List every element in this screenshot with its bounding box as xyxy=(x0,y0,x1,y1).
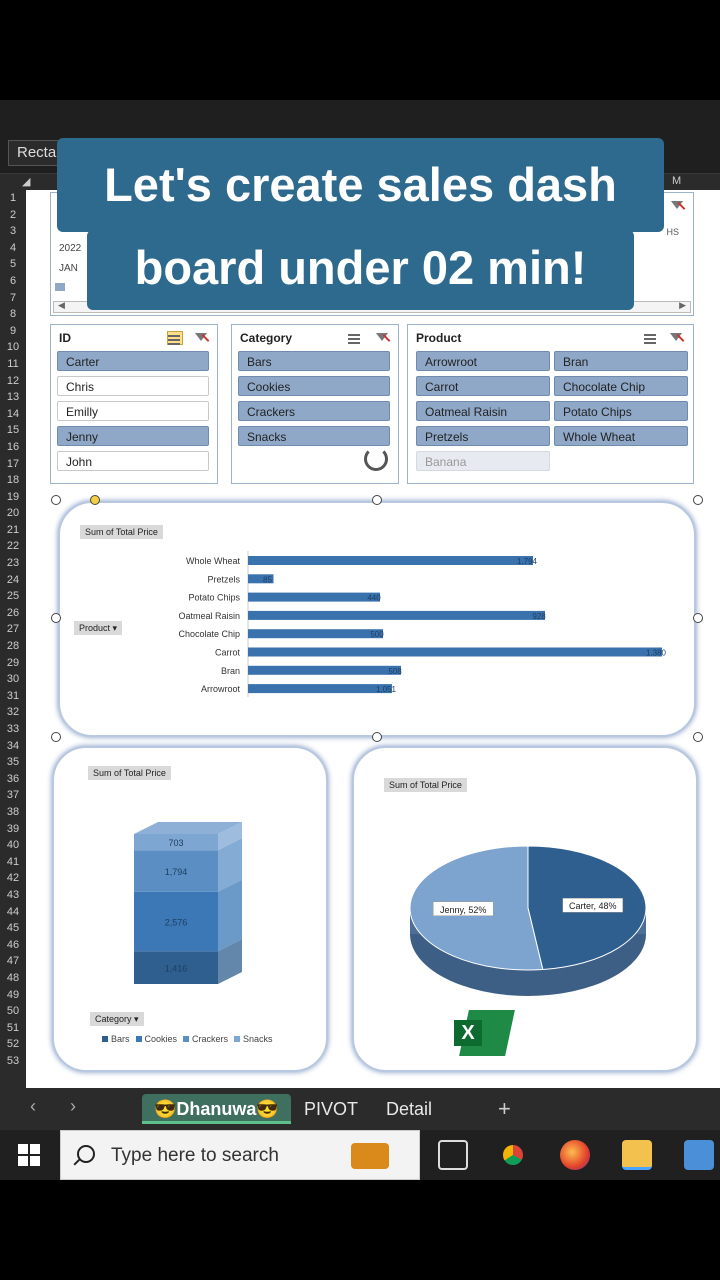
slicer-item-snacks[interactable]: Snacks xyxy=(238,426,390,446)
row-number[interactable]: 52 xyxy=(6,1038,20,1051)
product-slicer-title: Product xyxy=(416,331,462,345)
column-m-label[interactable]: M xyxy=(672,175,682,187)
scroll-left-icon[interactable]: ◀ xyxy=(58,300,65,310)
bar-data-label: 508 xyxy=(388,666,402,676)
resize-handle[interactable] xyxy=(51,732,61,742)
bar-category-label: Oatmeal Raisin xyxy=(178,610,240,621)
windows-start-icon[interactable] xyxy=(18,1144,40,1166)
bar-mark[interactable] xyxy=(248,629,383,638)
row-number[interactable]: 46 xyxy=(6,938,20,951)
row-number[interactable]: 10 xyxy=(6,341,20,354)
top-bar xyxy=(0,0,720,100)
slicer-item-bran[interactable]: Bran xyxy=(554,351,688,371)
slicer-item-potato-chips[interactable]: Potato Chips xyxy=(554,401,688,421)
row-number[interactable]: 13 xyxy=(6,391,20,404)
bar-mark[interactable] xyxy=(248,684,392,693)
bar-data-label: 1,051 xyxy=(375,685,397,695)
resize-handle[interactable] xyxy=(51,613,61,623)
bar-category-label: Bran xyxy=(220,665,240,676)
row-number[interactable]: 7 xyxy=(9,291,17,304)
pie-label-group xyxy=(433,902,493,916)
resize-handle[interactable] xyxy=(372,732,382,742)
stack-data-label: 1,416 xyxy=(164,963,188,974)
row-number[interactable]: 40 xyxy=(6,839,20,852)
category-slicer-title: Category xyxy=(240,331,293,345)
bar-mark[interactable] xyxy=(248,648,662,657)
bar-mark[interactable] xyxy=(248,611,545,620)
bar-category-label: Potato Chips xyxy=(188,592,240,603)
tab-detail[interactable]: Detail xyxy=(386,1099,433,1119)
timeline-level[interactable]: HS xyxy=(666,227,679,237)
stack-segment-side xyxy=(218,880,242,952)
timeline-month: JAN xyxy=(59,263,78,274)
row-number[interactable]: 50 xyxy=(6,1005,20,1018)
multi-select-icon[interactable] xyxy=(348,331,364,345)
bar-chart-plot xyxy=(80,547,680,717)
resize-handle[interactable] xyxy=(693,613,703,623)
clear-filter-icon[interactable] xyxy=(195,331,209,345)
adjust-handle[interactable] xyxy=(90,495,100,505)
row-number[interactable]: 1 xyxy=(9,192,17,204)
bar-category-label: Arrowroot xyxy=(200,684,240,695)
slicer-item-carrot[interactable]: Carrot xyxy=(416,376,550,396)
tab-prev-icon[interactable]: ‹ xyxy=(30,1096,36,1116)
slicer-item-pretzels[interactable]: Pretzels xyxy=(416,426,550,446)
row-number[interactable]: 14 xyxy=(6,407,20,420)
select-all-icon[interactable]: ◢ xyxy=(22,176,31,188)
value-field-button[interactable]: Sum of Total Price xyxy=(384,778,467,792)
row-number[interactable]: 39 xyxy=(6,822,20,835)
sheet-canvas xyxy=(26,190,720,1090)
tab-pivot[interactable]: PIVOT xyxy=(304,1099,359,1119)
timeline-year: 2022 xyxy=(59,243,82,254)
row-number[interactable]: 33 xyxy=(6,723,20,735)
bar-data-label: 500 xyxy=(370,630,384,640)
axis-field-button[interactable]: Product ▾ xyxy=(74,621,122,635)
row-number[interactable]: 16 xyxy=(6,440,20,453)
scroll-right-icon[interactable]: ▶ xyxy=(679,300,686,310)
row-number[interactable]: 51 xyxy=(6,1021,20,1034)
row-number[interactable]: 21 xyxy=(6,523,20,536)
slicer-item-bars[interactable]: Bars xyxy=(238,351,390,371)
id-pie-chart[interactable] xyxy=(352,746,698,1072)
legend-swatch xyxy=(102,1036,108,1042)
row-number[interactable]: 45 xyxy=(6,922,20,935)
tab-next-icon[interactable]: › xyxy=(70,1096,76,1116)
row-number[interactable]: 32 xyxy=(6,706,20,719)
row-number[interactable]: 38 xyxy=(6,805,20,818)
resize-handle[interactable] xyxy=(51,495,61,505)
row-number[interactable]: 30 xyxy=(6,673,20,686)
tab-dashboard[interactable]: 😎Dhanuwa😎 xyxy=(142,1094,291,1124)
slicer-item-emilly[interactable]: Emilly xyxy=(57,401,209,421)
bar-data-label: 440 xyxy=(367,593,381,603)
row-number[interactable]: 26 xyxy=(6,606,20,619)
value-field-button[interactable]: Sum of Total Price xyxy=(80,525,163,539)
bar-data-label: 1,380 xyxy=(645,648,667,658)
row-number[interactable]: 44 xyxy=(6,905,20,918)
pie-data-label: Carter, 48% xyxy=(569,901,617,912)
row-number[interactable]: 35 xyxy=(6,756,20,769)
row-number[interactable]: 5 xyxy=(9,258,17,271)
excel-logo-icon: X xyxy=(454,1010,524,1058)
resize-handle[interactable] xyxy=(693,732,703,742)
add-sheet-icon[interactable]: + xyxy=(498,1096,511,1121)
row-number[interactable]: 31 xyxy=(6,689,20,702)
caption-line-1: Let's create sales dash xyxy=(57,138,664,232)
rotate-handle-icon[interactable] xyxy=(364,447,388,471)
value-field-button[interactable]: Sum of Total Price xyxy=(88,766,171,780)
legend-label: Cookies xyxy=(144,1034,178,1044)
name-box[interactable]: Recta xyxy=(8,140,136,166)
row-number[interactable]: 3 xyxy=(9,225,17,238)
axis-field-label: Category xyxy=(95,1014,132,1024)
id-slicer-title: ID xyxy=(59,331,71,345)
slicer-item-crackers[interactable]: Crackers xyxy=(238,401,390,421)
multi-select-icon[interactable] xyxy=(644,331,660,345)
row-number[interactable]: 15 xyxy=(6,424,20,437)
row-number[interactable]: 6 xyxy=(9,274,17,287)
sheet-tab-bar xyxy=(0,1088,720,1130)
bar-category-label: Chocolate Chip xyxy=(178,629,240,640)
row-number[interactable]: 4 xyxy=(9,241,17,254)
bar-data-label: 85 xyxy=(263,575,272,585)
clear-filter-icon[interactable] xyxy=(670,331,684,345)
slicer-item-chris[interactable]: Chris xyxy=(57,376,209,396)
row-number[interactable]: 37 xyxy=(6,789,20,802)
row-number[interactable]: 18 xyxy=(6,474,20,487)
legend-label: Snacks xyxy=(243,1034,273,1044)
row-number[interactable]: 19 xyxy=(6,490,20,503)
bar-data-label: 928 xyxy=(532,611,546,621)
legend-label: Bars xyxy=(111,1034,130,1044)
row-number[interactable]: 2 xyxy=(9,208,17,221)
bottom-bar xyxy=(0,1180,720,1280)
file-explorer-icon[interactable] xyxy=(622,1140,652,1170)
slicer-item-chocolate-chip[interactable]: Chocolate Chip xyxy=(554,376,688,396)
bar-category-label: Carrot xyxy=(214,647,240,658)
multi-select-icon[interactable] xyxy=(167,331,183,345)
row-number[interactable]: 22 xyxy=(6,540,20,553)
bar-mark[interactable] xyxy=(248,666,401,675)
windows-taskbar xyxy=(0,1130,720,1180)
slicer-item-cookies[interactable]: Cookies xyxy=(238,376,390,396)
row-number[interactable]: 47 xyxy=(6,955,20,968)
stack-data-label: 703 xyxy=(168,838,184,849)
slicer-item-john[interactable]: John xyxy=(57,451,209,471)
row-number[interactable]: 48 xyxy=(6,971,20,984)
resize-handle[interactable] xyxy=(372,495,382,505)
axis-field-label: Product xyxy=(79,623,111,633)
chrome-icon[interactable] xyxy=(498,1140,528,1170)
category-slicer xyxy=(231,324,399,484)
legend-label: Crackers xyxy=(192,1034,229,1044)
slicer-item-whole-wheat[interactable]: Whole Wheat xyxy=(554,426,688,446)
bar-mark[interactable] xyxy=(248,593,380,602)
row-number[interactable]: 36 xyxy=(6,772,20,785)
row-number[interactable]: 49 xyxy=(6,988,20,1001)
row-number[interactable]: 25 xyxy=(6,590,20,603)
row-number[interactable]: 27 xyxy=(6,623,20,636)
category-stacked-chart[interactable] xyxy=(52,746,328,1072)
timeline-bar[interactable] xyxy=(55,283,65,291)
row-header xyxy=(0,190,26,1090)
product-slicer xyxy=(407,324,694,484)
row-number[interactable]: 9 xyxy=(9,324,17,337)
pie-data-label: Jenny, 52% xyxy=(440,904,487,915)
clear-filter-icon[interactable] xyxy=(671,199,685,213)
pie-chart-plot xyxy=(398,838,658,1008)
row-number[interactable]: 53 xyxy=(6,1054,20,1067)
pie-label-group xyxy=(563,898,623,912)
bar-category-label: Whole Wheat xyxy=(185,556,240,566)
row-number[interactable]: 34 xyxy=(6,739,20,752)
stack-data-label: 2,576 xyxy=(164,917,188,928)
row-number[interactable]: 41 xyxy=(6,855,20,868)
product-bar-chart[interactable] xyxy=(58,501,696,737)
slicer-item-oatmeal-raisin[interactable]: Oatmeal Raisin xyxy=(416,401,550,421)
caption-line-2: board under 02 min! xyxy=(87,230,634,310)
slicer-item-arrowroot[interactable]: Arrowroot xyxy=(416,351,550,371)
row-number[interactable]: 42 xyxy=(6,872,20,885)
row-number[interactable]: 11 xyxy=(7,357,19,370)
bar-data-label: 1,794 xyxy=(516,557,538,566)
row-number[interactable]: 12 xyxy=(6,374,20,387)
clear-filter-icon[interactable] xyxy=(376,331,390,345)
row-number[interactable]: 23 xyxy=(6,557,20,570)
search-icon xyxy=(77,1145,95,1163)
legend-swatch xyxy=(234,1036,240,1042)
resize-handle[interactable] xyxy=(693,495,703,505)
remote-desktop-icon[interactable] xyxy=(684,1140,714,1170)
row-number[interactable]: 28 xyxy=(6,640,20,653)
row-number[interactable]: 43 xyxy=(6,888,20,901)
row-number[interactable]: 17 xyxy=(6,457,20,470)
row-number[interactable]: 8 xyxy=(9,308,17,321)
legend-swatch xyxy=(183,1036,189,1042)
row-number[interactable]: 20 xyxy=(6,507,20,520)
row-number[interactable]: 29 xyxy=(6,656,20,669)
firefox-icon[interactable] xyxy=(560,1140,590,1170)
briefcase-icon[interactable] xyxy=(351,1143,389,1169)
taskbar-search[interactable] xyxy=(60,1130,420,1180)
stack-data-label: 1,794 xyxy=(164,866,188,877)
legend-swatch xyxy=(136,1036,142,1042)
stacked-chart-plot xyxy=(114,804,314,1004)
axis-field-button[interactable]: Category ▾ xyxy=(90,1012,144,1026)
slicer-item-jenny[interactable]: Jenny xyxy=(57,426,209,446)
slicer-item-carter[interactable]: Carter xyxy=(57,351,209,371)
id-slicer xyxy=(50,324,218,484)
search-placeholder: Type here to search xyxy=(111,1145,279,1166)
chart-legend xyxy=(96,1034,273,1044)
bar-mark[interactable] xyxy=(248,556,533,565)
task-view-icon[interactable] xyxy=(438,1140,468,1170)
row-number[interactable]: 24 xyxy=(6,573,20,586)
bar-category-label: Pretzels xyxy=(207,574,240,585)
slicer-item-banana[interactable]: Banana xyxy=(416,451,550,471)
